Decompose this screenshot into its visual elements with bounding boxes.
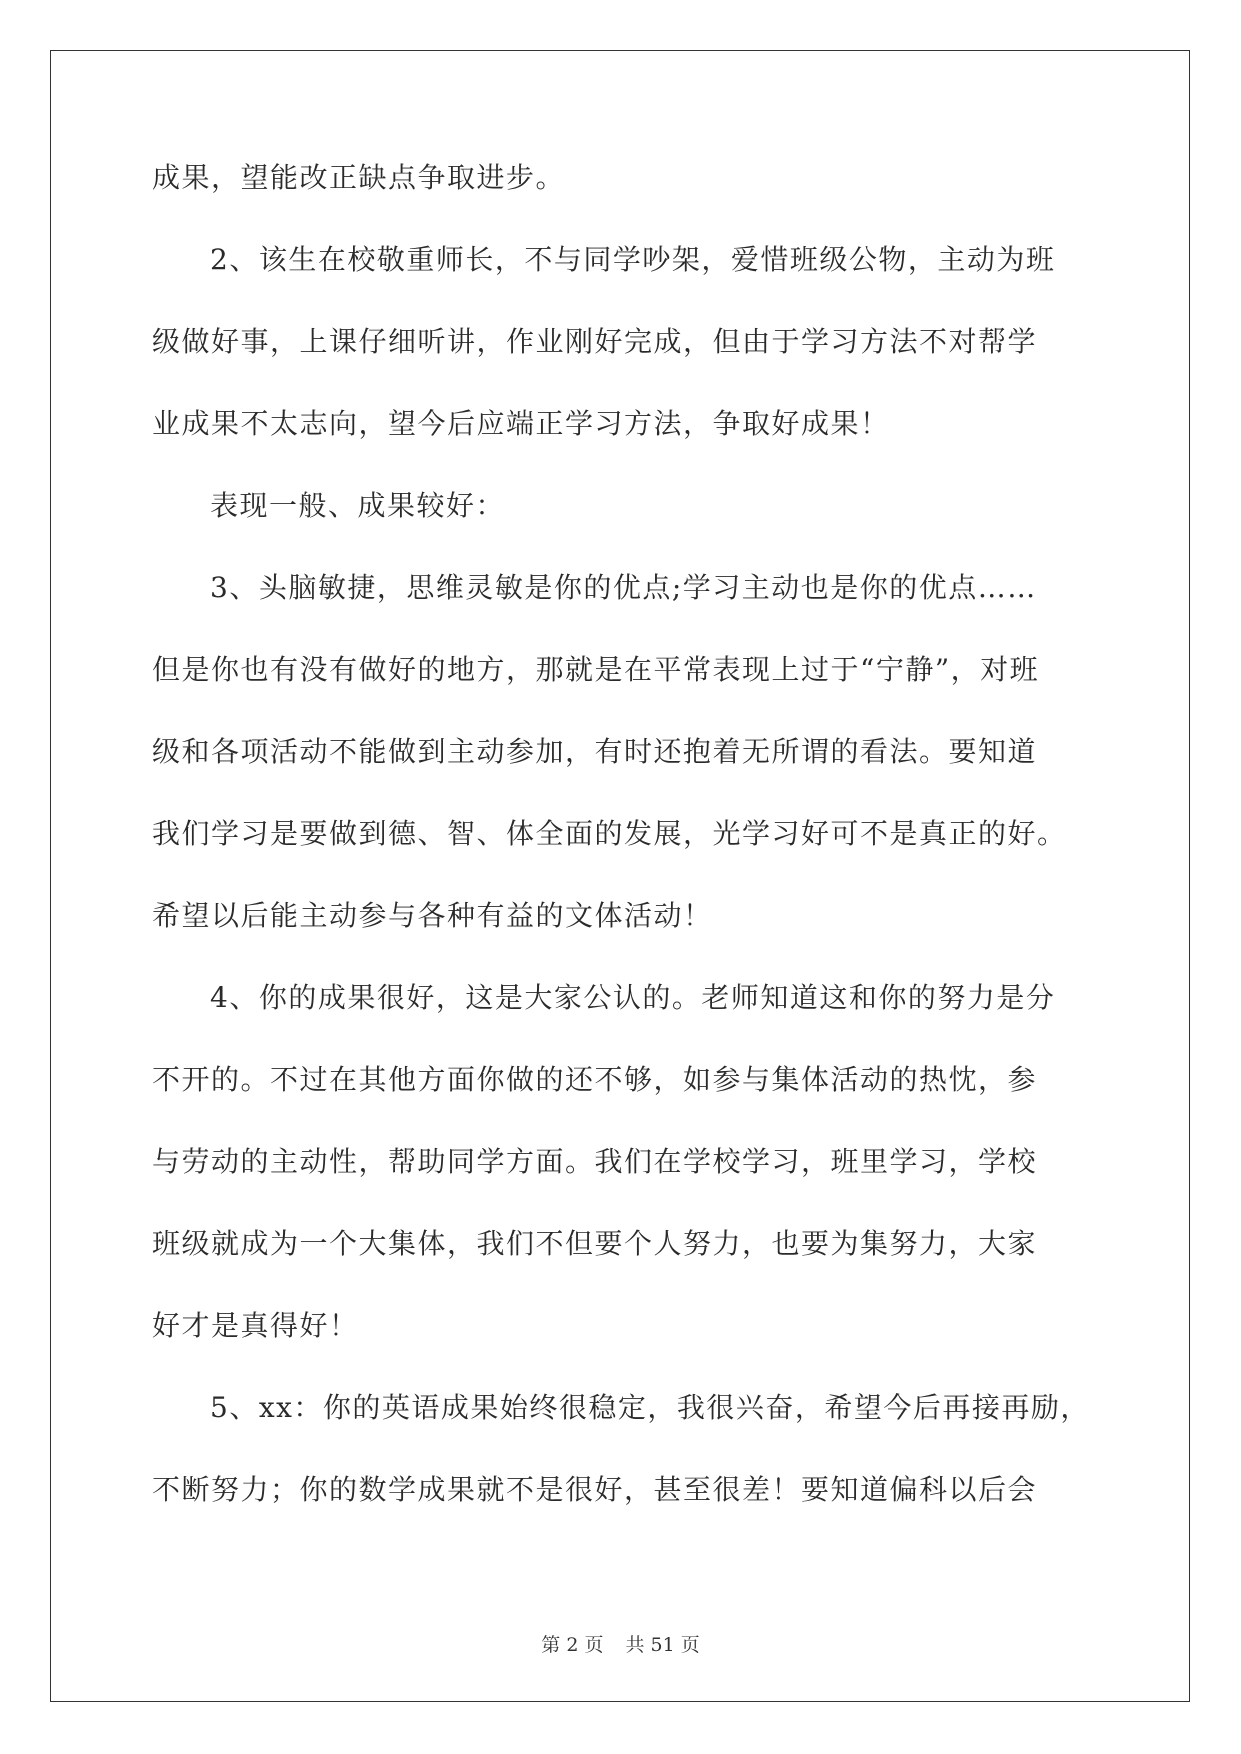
text-line: 3、头脑敏捷，思维灵敏是你的优点;学习主动也是你的优点…… <box>210 571 1037 604</box>
text-line: 4、你的成果很好，这是大家公认的。老师知道这和你的努力是分 <box>210 981 1056 1014</box>
text-line: 班级就成为一个大集体，我们不但要个人努力，也要为集努力，大家 <box>152 1227 1038 1260</box>
text-line: 好才是真得好！ <box>152 1309 359 1342</box>
text-line: 表现一般、成果较好： <box>210 489 506 522</box>
text-line: 级做好事，上课仔细听讲，作业刚好完成，但由于学习方法不对帮学 <box>152 325 1038 358</box>
page-total: 共 51 页 <box>625 1634 700 1656</box>
text-line: 成果，望能改正缺点争取进步。 <box>152 161 566 194</box>
text-line: 不断努力；你的数学成果就不是很好，甚至很差！要知道偏科以后会 <box>152 1473 1038 1506</box>
text-line: 不开的。不过在其他方面你做的还不够，如参与集体活动的热忱，参 <box>152 1063 1038 1096</box>
page-number: 第 2 页 <box>541 1634 604 1656</box>
text-line: 但是你也有没有做好的地方，那就是在平常表现上过于“宁静”，对班 <box>152 653 1040 686</box>
text-line: 业成果不太志向，望今后应端正学习方法，争取好成果！ <box>152 407 890 440</box>
page-footer <box>0 1630 1241 1657</box>
text-line: 希望以后能主动参与各种有益的文体活动！ <box>152 899 713 932</box>
text-line: 级和各项活动不能做到主动参加，有时还抱着无所谓的看法。要知道 <box>152 735 1038 768</box>
text-line: 2、该生在校敬重师长，不与同学吵架，爱惜班级公物，主动为班 <box>210 243 1056 276</box>
text-line: 我们学习是要做到德、智、体全面的发展，光学习好可不是真正的好。 <box>152 817 1067 850</box>
document-body <box>152 160 1096 1554</box>
text-line: 5、xx：你的英语成果始终很稳定，我很兴奋，希望今后再接再励， <box>210 1391 1090 1424</box>
text-line: 与劳动的主动性，帮助同学方面。我们在学校学习，班里学习，学校 <box>152 1145 1038 1178</box>
